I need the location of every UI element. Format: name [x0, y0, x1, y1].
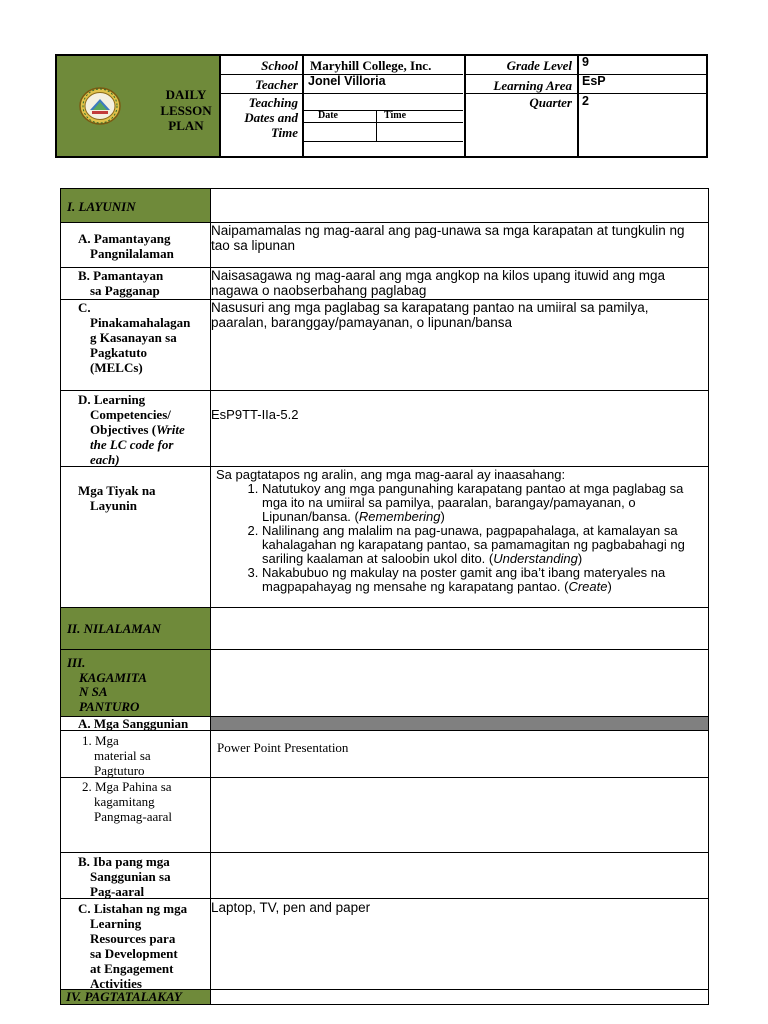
learning-competency-code: EsP9TT-IIa-5.2 — [211, 407, 299, 422]
melcs-label — [78, 300, 190, 375]
layunin-title: I. LAYUNIN — [67, 199, 136, 214]
pamantayang-pangnilalaman-value: Naipamamalas ng mag-aaral ang pag-unawa sa mga karapatan at tungkulin ng tao sa lipunan — [211, 223, 685, 253]
learning-area-label: Learning Area — [493, 78, 572, 93]
objective-item — [262, 482, 706, 524]
lc-line-4: the LC code for — [90, 437, 174, 452]
objective-text: Natutukoy ang mga pangunahing karapatang pantao at mga paglabag sa mga ito na umiiral sa pamilya, paaralan, barangay/pamayanan, o Lipunan/bansa. ( — [262, 481, 684, 524]
mat-line-3: Pagtuturo — [94, 763, 145, 778]
quarter-value: 2 — [582, 94, 589, 108]
material-value: Power Point Presentation — [217, 740, 349, 755]
pamantayan-sa-pagganap-value: Naisasagawa ng mag-aaral ang mga angkop na kilos upang ituwid ang mga nagawa o naobserbahang paglabag — [211, 268, 666, 298]
material-label — [82, 733, 151, 778]
mat-line-1: 1. Mga — [82, 733, 119, 748]
pg-label-line-1: B. Pamantayan — [78, 268, 164, 283]
tl-line-1: Mga Tiyak na — [78, 483, 156, 498]
pagtatalakay-title: IV. PAGTATALAKAY — [66, 989, 182, 1004]
kg-line-1: III. — [67, 655, 86, 670]
quarter-label: Quarter — [529, 95, 572, 110]
objective-tag: Understanding — [493, 551, 578, 566]
grade-level-label: Grade Level — [506, 58, 572, 73]
lc-line-1: D. Learning — [78, 392, 146, 407]
school-label: School — [261, 58, 298, 73]
objective-end: ) — [577, 551, 583, 566]
teaching-line-2: Dates and — [244, 110, 298, 125]
lr-line-3: Resources para — [90, 931, 176, 946]
pamantayan-sa-pagganap-label — [78, 268, 163, 298]
iba-pang-sanggunian-label — [78, 854, 171, 899]
tl-line-2: Layunin — [90, 498, 137, 513]
pp-label-line-2: Pangnilalaman — [90, 246, 174, 261]
lr-line-4: sa Development — [90, 946, 178, 961]
melcs-line-5: (MELCs) — [90, 360, 143, 375]
lc-line-3a: Objectives ( — [90, 422, 157, 437]
pg-label-line-2: sa Pagganap — [90, 283, 160, 298]
objectives-intro: Sa pagtatapos ng aralin, ang mga mag-aaral ay inaasahang: — [216, 467, 566, 482]
lc-line-2: Competencies/ — [90, 407, 171, 422]
learning-resources-value: Laptop, TV, pen and paper — [211, 900, 371, 915]
melcs-line-4: Pagkatuto — [90, 345, 148, 360]
melcs-line-2: Pinakamahalagan — [90, 315, 191, 330]
teaching-line-1: Teaching — [248, 95, 298, 110]
school-value: Maryhill College, Inc. — [310, 58, 432, 73]
lc-line-5: each) — [90, 452, 120, 467]
lc-line-3b: Write — [156, 422, 185, 437]
iba-line-3: Pag-aaral — [90, 884, 145, 899]
teaching-line-3: Time — [271, 125, 298, 140]
title-line-lesson: LESSON — [160, 102, 212, 118]
iba-line-2: Sanggunian sa — [90, 869, 171, 884]
objective-end: ) — [607, 579, 612, 594]
lr-line-2: Learning — [90, 916, 142, 931]
school-seal-icon — [78, 86, 122, 126]
sanggunian-shaded-bar — [211, 716, 708, 730]
lr-line-5: at Engagement — [90, 961, 174, 976]
iba-line-1: B. Iba pang mga — [78, 854, 170, 869]
melcs-value: Nasusuri ang mga paglabag sa karapatang pantao na umiiral sa pamilya, paaralan, baranggay/pamayanan, o lipunan/bansa — [211, 300, 649, 330]
teacher-value: Jonel Villoria — [308, 74, 386, 88]
learning-competencies-label — [78, 392, 185, 467]
kagamitan-title — [67, 656, 147, 714]
objective-item — [262, 524, 706, 566]
objective-end: ) — [440, 509, 445, 524]
objective-text: Nakabubuo ng makulay na poster gamit ang iba’t ibang materyales na magpapahayag ng mensahe ng karapatang pantao. ( — [262, 565, 666, 594]
lr-line-1: C. Listahan ng mga — [78, 901, 188, 916]
lc-line-3 — [78, 422, 185, 437]
learning-resources-label — [78, 901, 187, 991]
mat-line-2: material sa — [94, 748, 151, 763]
kg-line-4: PANTURO — [79, 698, 140, 714]
objectives-list — [216, 482, 706, 594]
grade-level-value: 9 — [582, 55, 589, 69]
pah-line-1: 2. Mga Pahina sa — [82, 779, 172, 794]
sanggunian-label: A. Mga Sanggunian — [78, 716, 189, 731]
pp-label-line-1: A. Pamantayang — [78, 231, 171, 246]
title-line-daily: DAILY — [165, 87, 207, 102]
title-line-plan: PLAN — [168, 118, 204, 133]
time-label: Time — [384, 110, 407, 121]
melcs-line-1: C. — [78, 300, 91, 315]
daily-lesson-plan-title — [150, 87, 222, 134]
pah-line-3: Pangmag-aaral — [94, 809, 172, 824]
lr-line-6: Activities — [90, 976, 142, 991]
objective-text: Nalilinang ang malalim na pag-unawa, pagpapahalaga, at kamalayan sa kahalagahan ng karapatang pantao, sa pamamagitan ng pagbabahagi ng sariling kaalaman at saloobin ukol dito. ( — [262, 523, 685, 566]
pahina-label — [82, 779, 172, 824]
nilalaman-title: II. NILALAMAN — [67, 621, 161, 636]
objective-tag: Remembering — [358, 509, 441, 524]
kg-line-2: KAGAMITA — [79, 669, 147, 685]
teaching-dates-label — [222, 95, 298, 140]
teacher-label: Teacher — [255, 77, 298, 92]
objective-item — [262, 566, 706, 594]
learning-area-value: EsP — [582, 74, 606, 88]
tiyak-na-layunin-value — [216, 468, 706, 594]
objective-tag: Create — [568, 579, 608, 594]
kg-line-3: N SA — [79, 684, 108, 699]
tiyak-na-layunin-label — [78, 483, 156, 513]
date-label: Date — [318, 110, 338, 121]
melcs-line-3: g Kasanayan sa — [90, 330, 177, 345]
pamantayang-pangnilalaman-label — [78, 231, 174, 261]
pah-line-2: kagamitang — [94, 794, 155, 809]
